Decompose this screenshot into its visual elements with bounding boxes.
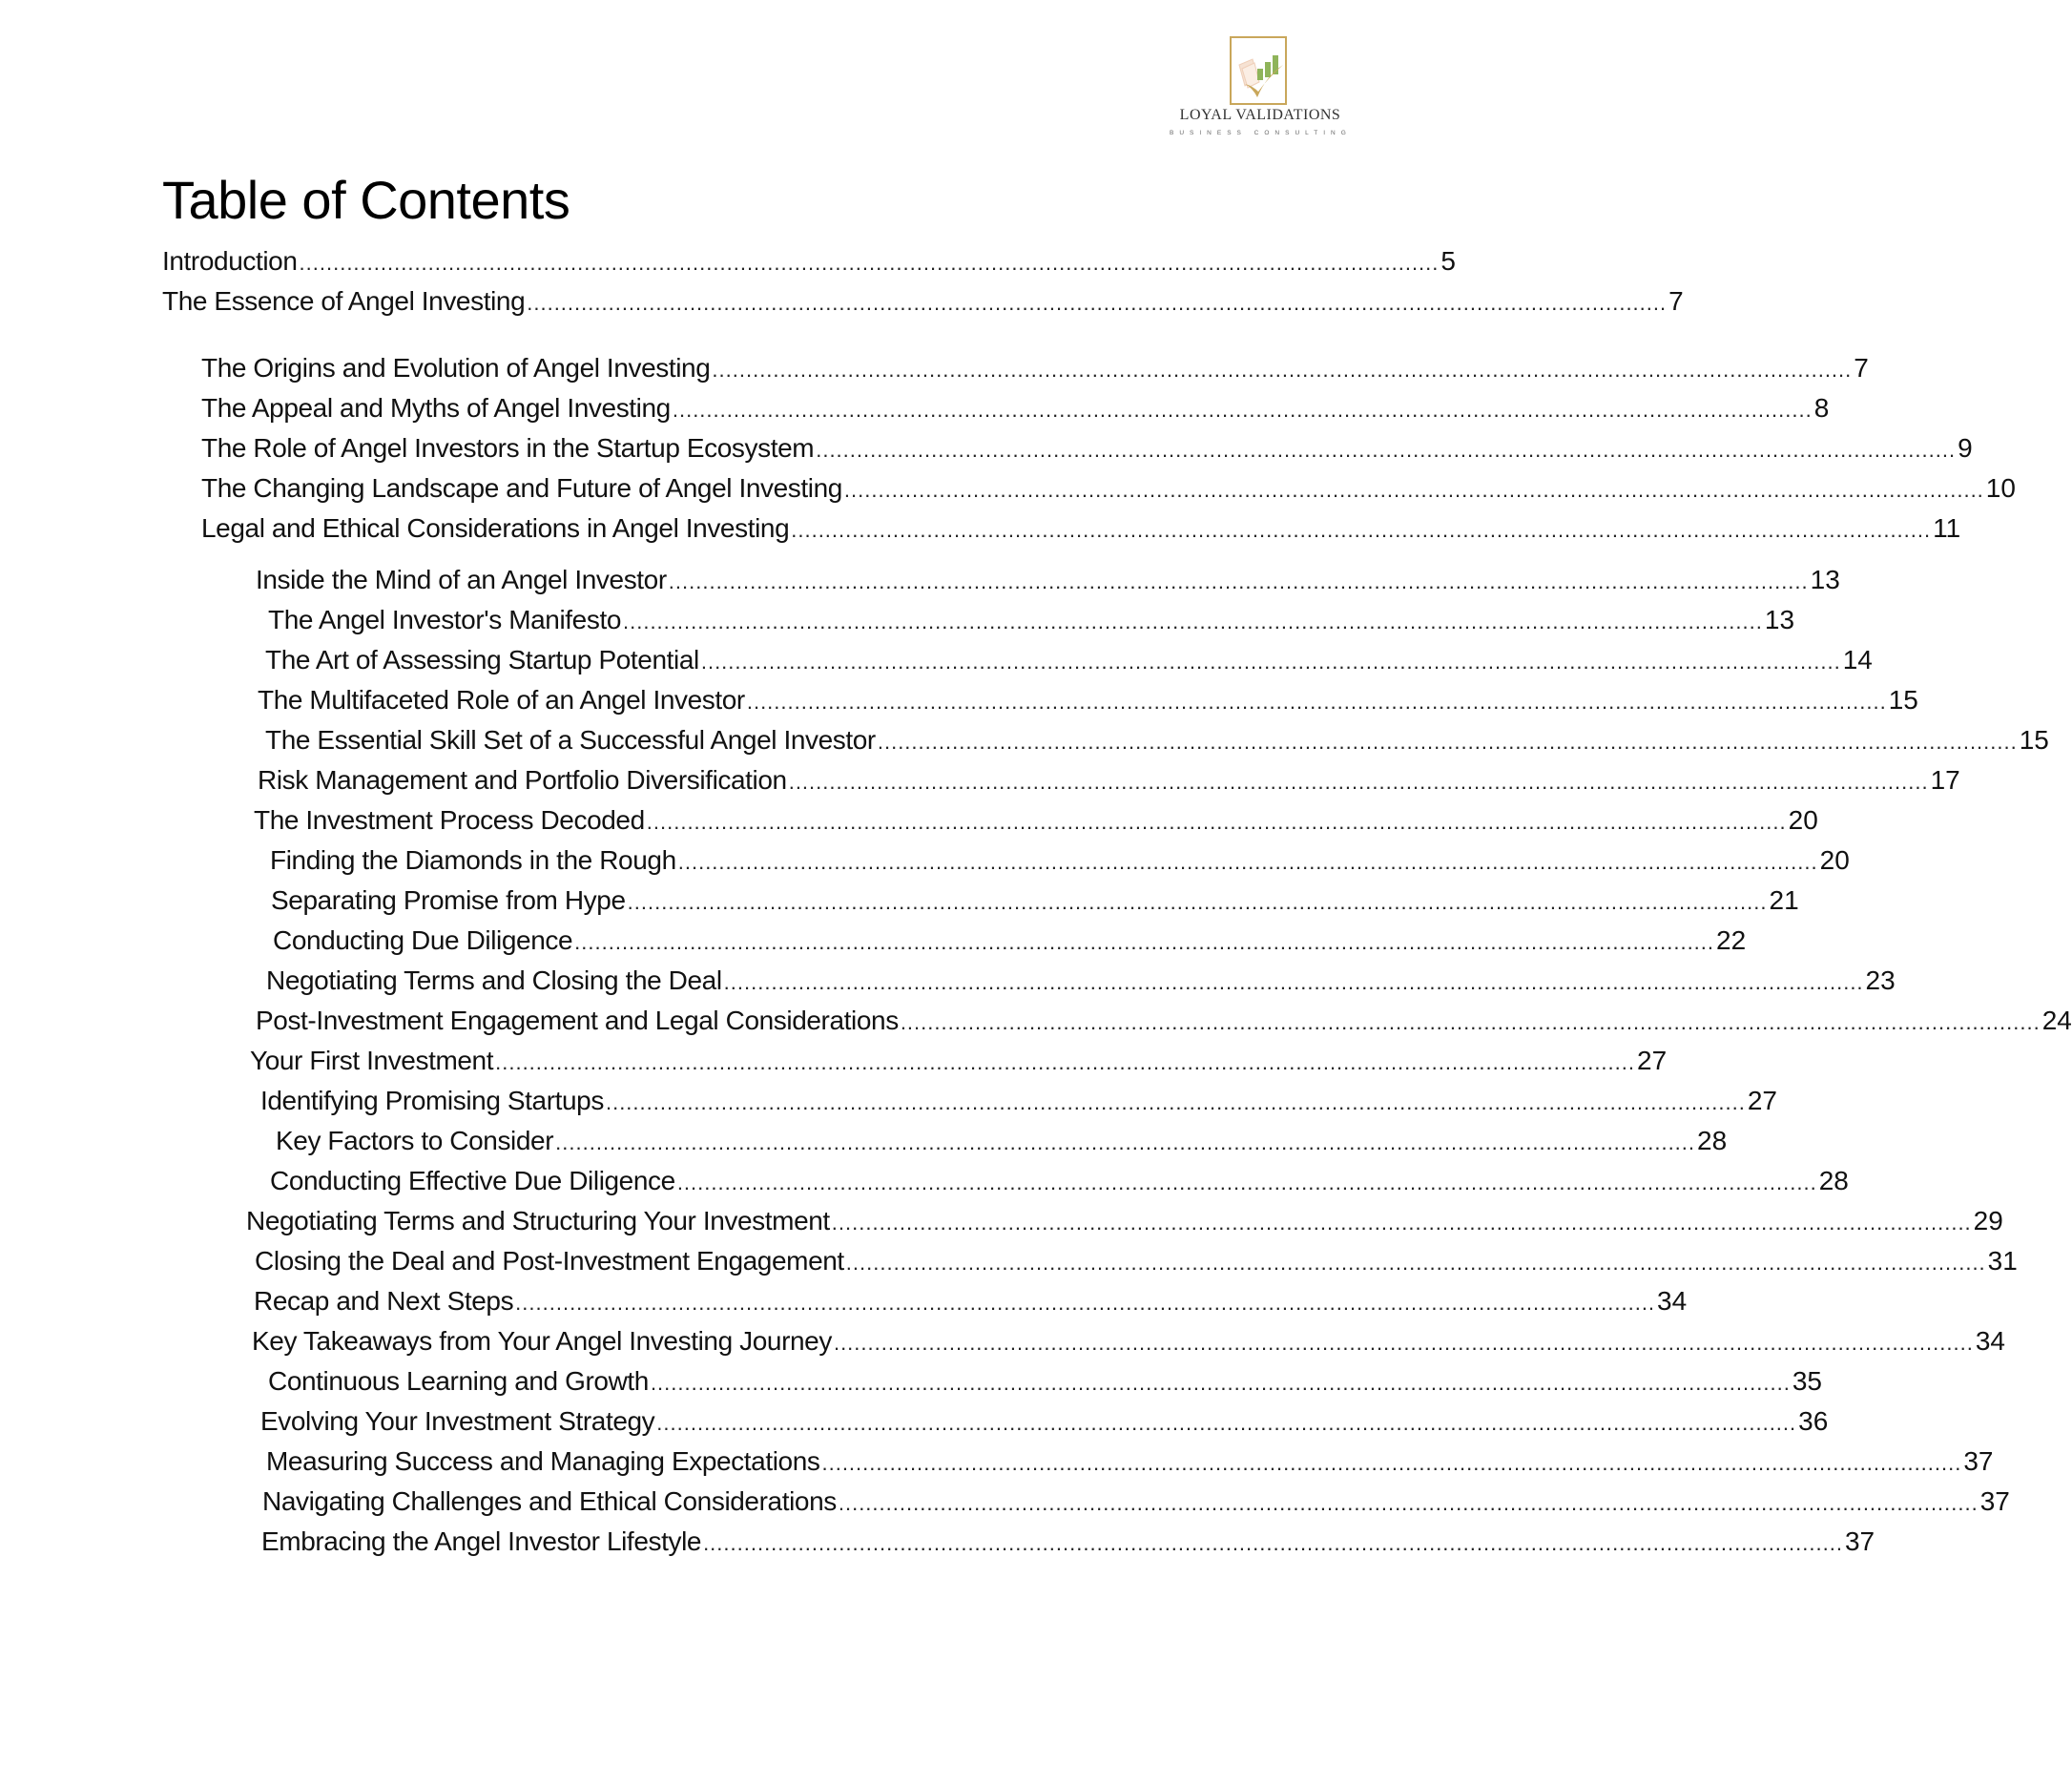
- toc-entry-title: Risk Management and Portfolio Diversification: [258, 765, 787, 795]
- toc-entry-title: The Appeal and Myths of Angel Investing: [201, 393, 671, 423]
- toc-entry[interactable]: [201, 509, 1961, 548]
- logo-name: LOYAL VALIDATIONS: [1179, 107, 1341, 123]
- toc-page-number: 21: [1769, 885, 1799, 915]
- dot-leader: ........................................................................................................................................................................: [700, 650, 1841, 674]
- toc-page-number: 27: [1637, 1046, 1668, 1075]
- toc-page-number: 13: [1810, 565, 1840, 594]
- toc-entry-title: Introduction: [162, 246, 298, 276]
- toc-entry-title: Recap and Next Steps: [254, 1286, 514, 1316]
- toc-page-number: 10: [1985, 473, 2016, 503]
- dot-leader: ........................................................................................................................................................................: [495, 1050, 1635, 1074]
- toc-entry[interactable]: [256, 1002, 2072, 1040]
- toc-entry-title: The Multifaceted Role of an Angel Investor: [258, 685, 745, 715]
- toc-page-number: 28: [1818, 1166, 1849, 1195]
- toc-entry[interactable]: [270, 1162, 1849, 1200]
- toc-entry-title: Continuous Learning and Growth: [268, 1366, 649, 1396]
- toc-entry-title: The Angel Investor's Manifesto: [268, 605, 621, 634]
- toc-entry[interactable]: [258, 681, 1918, 719]
- dot-leader: ........................................................................................................................................................................: [527, 291, 1668, 315]
- toc-entry[interactable]: [265, 721, 2049, 759]
- dot-leader: ........................................................................................................................................................................: [623, 610, 1763, 633]
- toc-entry-title: Conducting Due Diligence: [273, 925, 573, 955]
- toc-entry[interactable]: [201, 389, 1830, 427]
- toc-page-number: 28: [1697, 1126, 1728, 1155]
- toc-page-number: 7: [1668, 286, 1684, 316]
- toc-entry[interactable]: [162, 282, 1684, 321]
- toc-entry-title: The Changing Landscape and Future of Angel Investing: [201, 473, 842, 503]
- toc-entry-title: Closing the Deal and Post-Investment Engagement: [255, 1246, 844, 1276]
- toc-entry[interactable]: [201, 469, 2016, 508]
- dot-leader: ........................................................................................................................................................................: [845, 1251, 1986, 1275]
- toc-page-number: 29: [1973, 1206, 2003, 1235]
- toc-page-number: 17: [1930, 765, 1960, 795]
- toc-page-number: 8: [1813, 393, 1830, 423]
- toc-page-number: 9: [1958, 433, 1973, 463]
- toc-entry[interactable]: [266, 962, 1896, 1000]
- toc-entry[interactable]: [276, 1122, 1728, 1160]
- toc-entry-title: Finding the Diamonds in the Rough: [270, 845, 676, 875]
- toc-entry[interactable]: [271, 882, 1799, 920]
- dot-leader: ........................................................................................................................................................................: [299, 251, 1440, 275]
- toc-entry[interactable]: [254, 801, 1818, 840]
- toc-entry-title: Post-Investment Engagement and Legal Considerations: [256, 1006, 899, 1035]
- toc-page-number: 22: [1716, 925, 1747, 955]
- toc-entry[interactable]: [268, 1362, 1822, 1401]
- toc-page-number: 23: [1865, 965, 1896, 995]
- logo-tagline: BUSINESS CONSULTING: [1170, 130, 1352, 136]
- dot-leader: ........................................................................................................................................................................: [668, 570, 1809, 593]
- toc-entry-title: The Role of Angel Investors in the Startup Ecosystem: [201, 433, 815, 463]
- toc-entry-title: The Investment Process Decoded: [254, 805, 645, 835]
- toc-entry-title: The Origins and Evolution of Angel Investing: [201, 353, 711, 383]
- toc-entry-title: Identifying Promising Startups: [260, 1086, 604, 1115]
- toc-page-number: 24: [2041, 1006, 2072, 1035]
- toc-page-number: 13: [1764, 605, 1795, 634]
- toc-entry[interactable]: [246, 1202, 2003, 1240]
- logo-mark-icon: [1230, 36, 1287, 105]
- toc-entry[interactable]: [273, 922, 1747, 960]
- dot-leader: ........................................................................................................................................................................: [515, 1291, 1656, 1315]
- toc-entry-title: Negotiating Terms and Structuring Your Investment: [246, 1206, 830, 1235]
- dot-leader: ........................................................................................................................................................................: [788, 770, 1929, 794]
- toc-page-number: 14: [1842, 645, 1873, 675]
- toc-entry[interactable]: [262, 1483, 2010, 1521]
- toc-entry[interactable]: [254, 1282, 1688, 1320]
- toc-page-number: 11: [1933, 513, 1961, 543]
- toc-entry-title: Negotiating Terms and Closing the Deal: [266, 965, 722, 995]
- dot-leader: ........................................................................................................................................................................: [877, 730, 2018, 754]
- toc-entry[interactable]: [268, 601, 1795, 639]
- dot-leader: ........................................................................................................................................................................: [791, 518, 1932, 542]
- dot-leader: ........................................................................................................................................................................: [605, 1090, 1746, 1114]
- toc-page-number: 5: [1440, 246, 1456, 276]
- toc-page-number: 37: [1963, 1446, 1994, 1476]
- toc-page-number: 34: [1657, 1286, 1688, 1316]
- dot-leader: ........................................................................................................................................................................: [838, 1491, 1979, 1515]
- toc-entry[interactable]: [162, 242, 1456, 280]
- toc-page-number: 34: [1975, 1326, 2005, 1356]
- dot-leader: ........................................................................................................................................................................: [723, 970, 1864, 994]
- toc-entry-title: Your First Investment: [250, 1046, 494, 1075]
- dot-leader: ........................................................................................................................................................................: [712, 358, 1853, 382]
- toc-page-number: 27: [1747, 1086, 1777, 1115]
- toc-entry[interactable]: [201, 429, 1973, 467]
- dot-leader: ........................................................................................................................................................................: [816, 438, 1957, 462]
- toc-page-number: 15: [2019, 725, 2049, 755]
- toc-entry[interactable]: [266, 1443, 1994, 1481]
- toc-entry-title: Embracing the Angel Investor Lifestyle: [261, 1526, 702, 1556]
- toc-page-number: 15: [1888, 685, 1918, 715]
- dot-leader: ........................................................................................................................................................................: [831, 1211, 1972, 1235]
- dot-leader: ........................................................................................................................................................................: [627, 890, 1768, 914]
- toc-page-number: 37: [1844, 1526, 1875, 1556]
- dot-leader: ........................................................................................................................................................................: [843, 478, 1984, 502]
- dot-leader: ........................................................................................................................................................................: [650, 1371, 1791, 1395]
- toc-entry-title: Key Factors to Consider: [276, 1126, 554, 1155]
- toc-page-number: 20: [1788, 805, 1818, 835]
- toc-entry-title: Separating Promise from Hype: [271, 885, 626, 915]
- toc-entry-title: The Art of Assessing Startup Potential: [265, 645, 699, 675]
- toc-entry[interactable]: [260, 1082, 1777, 1120]
- toc-entry-title: Measuring Success and Managing Expectations: [266, 1446, 820, 1476]
- toc-entry[interactable]: [261, 1523, 1875, 1561]
- dot-leader: ........................................................................................................................................................................: [672, 398, 1813, 422]
- company-logo: [1170, 36, 1351, 143]
- toc-entry[interactable]: [250, 1042, 1668, 1080]
- toc-entry-title: The Essential Skill Set of a Successful Angel Investor: [265, 725, 876, 755]
- page-title: Table of Contents: [162, 170, 570, 230]
- toc-page-number: 31: [1987, 1246, 2018, 1276]
- toc-entry[interactable]: [258, 761, 1960, 799]
- toc-entry-title: The Essence of Angel Investing: [162, 286, 526, 316]
- toc-entry-title: Legal and Ethical Considerations in Angel Investing: [201, 513, 790, 543]
- dot-leader: ........................................................................................................................................................................: [646, 810, 1787, 834]
- dot-leader: ........................................................................................................................................................................: [574, 930, 1715, 954]
- dot-leader: ........................................................................................................................................................................: [703, 1531, 1843, 1555]
- toc-entry[interactable]: [260, 1402, 1829, 1441]
- dot-leader: ........................................................................................................................................................................: [656, 1411, 1797, 1435]
- toc-page-number: 20: [1819, 845, 1850, 875]
- toc-entry-title: Inside the Mind of an Angel Investor: [256, 565, 667, 594]
- dot-leader: ........................................................................................................................................................................: [900, 1010, 2041, 1034]
- toc-page-number: 36: [1798, 1406, 1829, 1436]
- toc-page-number: 7: [1854, 353, 1869, 383]
- toc-entry[interactable]: [255, 1242, 2018, 1280]
- dot-leader: ........................................................................................................................................................................: [555, 1131, 1696, 1154]
- dot-leader: ........................................................................................................................................................................: [677, 850, 1818, 874]
- toc-entry[interactable]: [256, 561, 1840, 599]
- toc-entry-title: Key Takeaways from Your Angel Investing Journey: [252, 1326, 832, 1356]
- toc-entry-title: Evolving Your Investment Strategy: [260, 1406, 655, 1436]
- toc-entry[interactable]: [265, 641, 1873, 679]
- toc-entry-title: Conducting Effective Due Diligence: [270, 1166, 675, 1195]
- dot-leader: ........................................................................................................................................................................: [676, 1171, 1817, 1194]
- toc-page-number: 37: [1979, 1486, 2010, 1516]
- toc-entry-title: Navigating Challenges and Ethical Considerations: [262, 1486, 837, 1516]
- dot-leader: ........................................................................................................................................................................: [821, 1451, 1962, 1475]
- dot-leader: ........................................................................................................................................................................: [746, 690, 1887, 714]
- toc-entry[interactable]: [252, 1322, 2005, 1360]
- dot-leader: ........................................................................................................................................................................: [833, 1331, 1974, 1355]
- toc-entry[interactable]: [201, 349, 1869, 387]
- toc-entry[interactable]: [270, 841, 1850, 880]
- toc-page-number: 35: [1792, 1366, 1822, 1396]
